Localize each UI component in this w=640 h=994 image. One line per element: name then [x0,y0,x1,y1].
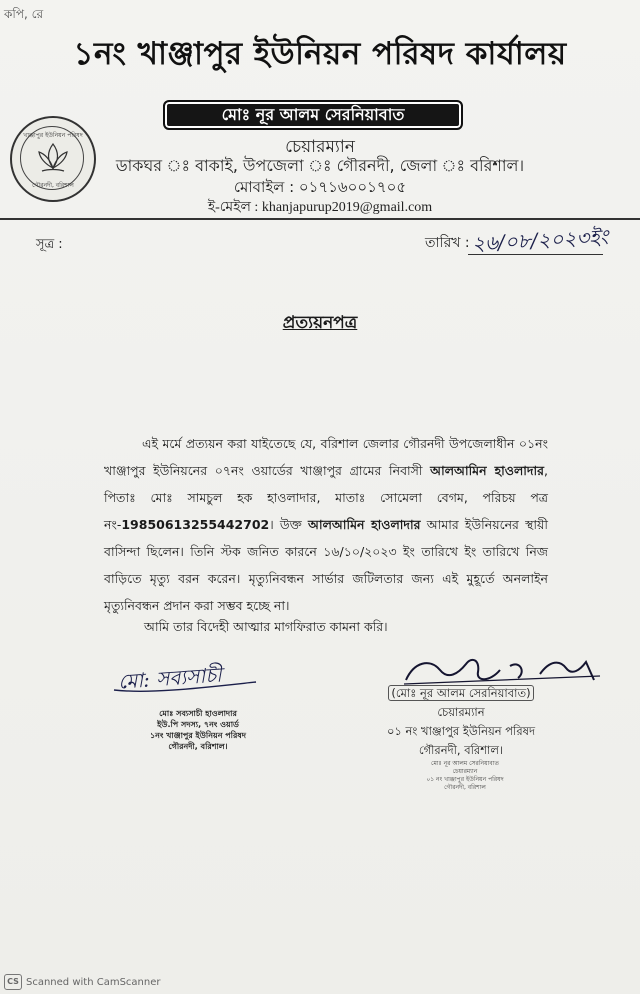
office-mobile: মোবাইল : ০১৭১৬০০১৭০৫ [233,178,407,196]
seal-top-text: খাঞ্জাপুর ইউনিয়ন পরিষদ [23,132,83,139]
corner-note: কপি, রে [4,7,44,21]
chairman-sign-office: ০১ নং খাঞ্জাপুর ইউনিয়ন পরিষদ [386,724,536,738]
chairman-rubber-stamp [410,760,520,792]
chairman-name: মোঃ নূর আলম সেরনিয়াবাত [221,104,405,124]
certificate-body [104,430,548,619]
stamp-line-3: ০১ নং খাঞ্জাপুর ইউনিয়ন পরিষদ [426,776,504,783]
chairman-designation: চেয়ারম্যান [285,137,355,157]
member-signature [110,648,260,700]
chairman-sign-name: (মোঃ নূর আলম সেরনিয়াবাত) [388,685,533,701]
deceased-name-repeat: আলআমিন হাওলাদার [308,517,421,532]
chairman-signatory-block [378,684,544,760]
member-location: গৌরনদী, বরিশাল। [168,742,228,751]
date-label: তারিখ : [425,235,470,251]
date-underline [468,254,603,255]
chairman-sign-designation: চেয়ারম্যান [437,705,485,719]
body-text-2: , পিতাঃ মোঃ সামচুল হক হাওলাদার, মাতাঃ সোমেলা বেগম, পরিচয় পত্র নং- [104,463,548,532]
nid-number: 19850613255442702 [121,517,270,532]
chairman-sign-name-row [378,684,544,703]
scanner-text: Scanned with CamScanner [26,976,161,988]
office-email: ই-মেইল : khanjapurup2019@gmail.com [207,200,433,215]
chairman-name-box [163,100,463,130]
member-signatory-block [118,708,278,752]
stamp-line-1: মোঃ নূর আলম সেরনিয়াবাত [431,760,499,767]
camscanner-icon: CS [4,974,22,990]
stamp-line-2: চেয়ারম্যান [452,768,478,775]
date-value: ২৬/০৮/২০২৩ইং [471,224,609,256]
office-address: ডাকঘর ঃ বাকাই, উপজেলা ঃ গৌরনদী, জেলা ঃ বরিশাল। [115,156,525,175]
body-text-4: আমার ইউনিয়নের স্থায়ী বাসিন্দা ছিলেন। তিনি স্টক জনিত কারনে ১৬/১০/২০২৩ ইং তারিখে ইং তারিখে নিজ বাড়িতে মৃত্যু বরন করেন। মৃত্যুনিবন্ধন সার্ভার জটিলতার জন্য এই মুহূর্তে অনলাইন মৃত্যুনিবন্ধন প্রদান করা সম্ভব হচ্ছে না। [104,517,548,613]
body-text-1: এই মর্মে প্রত্যয়ন করা যাইতেছে যে, বরিশাল জেলার গৌরনদী উপজেলাধীন ০১নং খাঞ্জাপুর ইউনিয়নের ০৭নং ওয়ার্ডের খাঞ্জাপুর গ্রামের নিবাসী [104,436,548,478]
header-divider [0,218,640,220]
member-signature-text: মো: সব্যসাচী [117,662,223,694]
member-designation: ইউ.পি সদস্য, ৭নং ওয়ার্ড [157,720,239,729]
scanner-watermark [4,974,161,990]
document-title: প্রত্যয়নপত্র [282,313,358,333]
seal-bottom-text: গৌরনদী, বরিশাল [32,182,74,189]
member-name: মোঃ সব্যসাচী হাওলাদার [159,709,237,718]
member-office: ১নং খাঞ্জাপুর ইউনিয়ন পরিষদ [149,731,246,740]
closing-line: আমি তার বিদেহী আত্মার মাগফিরাত কামনা করি। [144,619,388,634]
body-paragraph [104,430,548,619]
chairman-sign-location: গৌরনদী, বরিশাল। [418,743,504,757]
deceased-name: আলআমিন হাওলাদার [430,463,544,478]
body-text-3: । উক্ত [269,517,309,532]
reference-label: সূত্র : [36,237,63,252]
org-title: ১নং খাঞ্জাপুর ইউনিয়ন পরিষদ কার্যালয় [73,36,567,72]
stamp-line-4: গৌরনদী, বরিশাল [444,784,486,791]
